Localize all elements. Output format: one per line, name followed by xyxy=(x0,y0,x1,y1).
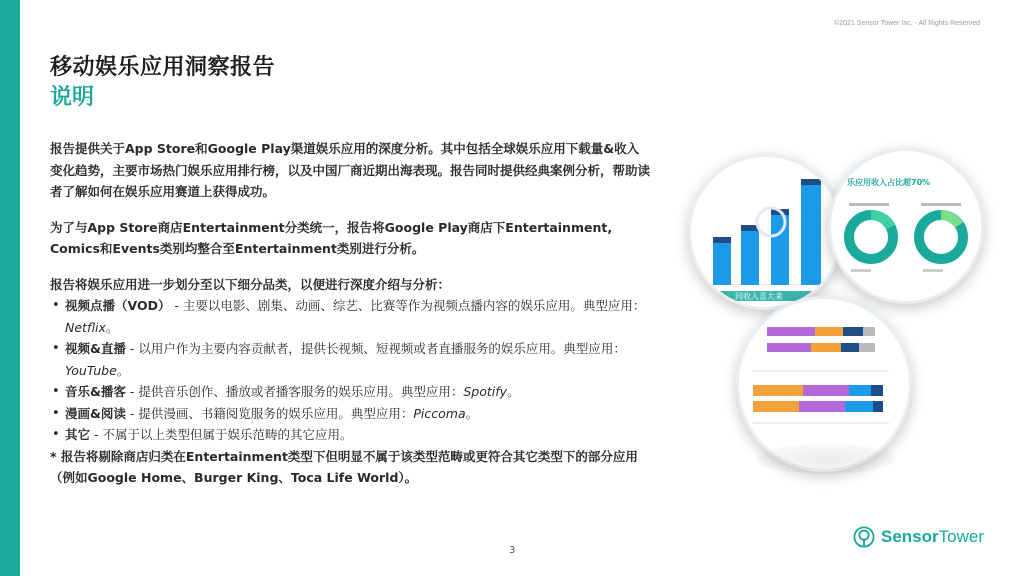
logo-wordmark xyxy=(881,527,984,547)
list-item xyxy=(50,381,650,403)
category-desc: - 提供音乐创作、播放或者播客服务的娱乐应用。典型应用： xyxy=(125,384,464,399)
report-description xyxy=(50,138,650,489)
category-end: 。 xyxy=(465,405,479,421)
bar-chart-preview-circle xyxy=(688,154,844,310)
left-accent-bar xyxy=(0,0,20,576)
category-example: Piccoma xyxy=(413,405,466,421)
category-example: Spotify xyxy=(463,384,508,399)
category-example: Netflix xyxy=(65,319,106,335)
intro-paragraph: 报告提供关于App Store和Google Play渠道娱乐应用的深度分析。其中包括全球娱乐应用下载量&收入变化趋势，主要市场热门娱乐应用排行榜，以及中国厂商近期出海表现。报告同时提供经典案例分析，帮助读者了解如何在娱乐应用赛道上获得成功。 xyxy=(50,141,651,199)
exclusion-note: * 报告将剔除商店归类在Entertainment类型下但明显不属于该类型范畴或更符合其它类型下的部分应用（例如Google Home、Burger King、Toca Life World）。 xyxy=(50,448,638,485)
category-merge-paragraph: 为了与App Store商店Entertainment分类统一，报告将Google Play商店下Entertainment, Comics和Events类别均整合至Entertainment类别进行分析。 xyxy=(50,219,613,256)
category-name: 视频点播（VOD） xyxy=(65,298,171,313)
page-number: 3 xyxy=(509,545,516,556)
illustration-reflection xyxy=(756,444,896,474)
logo-word-tower: Tower xyxy=(938,527,984,546)
category-example: YouTube xyxy=(65,362,117,378)
circle1-caption: 同收入喜大来 xyxy=(735,292,783,301)
category-list xyxy=(50,295,650,446)
list-item xyxy=(50,338,650,381)
sensor-tower-logo-icon xyxy=(853,526,875,548)
category-name: 音乐&播客 xyxy=(65,384,126,399)
category-desc: - 提供漫画、书籍阅览服务的娱乐应用。典型应用： xyxy=(125,405,414,421)
list-item xyxy=(50,424,650,446)
category-end: 。 xyxy=(507,384,520,399)
sensor-tower-logo xyxy=(853,526,984,548)
category-desc: - 主要以电影、剧集、动画、综艺、比赛等作为视频点播内容的娱乐应用。典型应用： xyxy=(170,298,646,313)
category-desc: - 以用户作为主要内容贡献者，提供长视频、短视频或者直播服务的娱乐应用。典型应用： xyxy=(125,341,626,356)
category-name: 漫画&阅读 xyxy=(65,405,126,421)
page-subtitle: 说明 xyxy=(50,85,95,110)
category-end: 。 xyxy=(116,362,130,378)
list-item xyxy=(50,295,650,338)
page-title: 移动娱乐应用洞察报告 xyxy=(50,55,276,80)
donut-chart-preview-circle xyxy=(828,148,984,304)
list-item xyxy=(50,403,650,425)
category-end: 。 xyxy=(105,319,119,335)
logo-word-sensor: Sensor xyxy=(881,527,939,546)
circle2-caption: 乐应用收入占比超70% xyxy=(847,178,931,187)
category-name: 视频&直播 xyxy=(65,341,126,356)
report-preview-illustration xyxy=(680,148,1000,478)
copyright-text: ©2021 Sensor Tower Inc. - All Rights Reserved xyxy=(834,20,980,27)
donut-chart-preview xyxy=(831,151,981,301)
bar-chart-preview xyxy=(691,157,841,307)
subcategory-intro-paragraph: 报告将娱乐应用进一步划分至以下细分品类，以便进行深度介绍与分析： xyxy=(50,276,451,292)
category-name: 其它 xyxy=(65,427,91,442)
category-desc: - 不属于以上类型但属于娱乐范畴的其它应用。 xyxy=(90,427,353,442)
